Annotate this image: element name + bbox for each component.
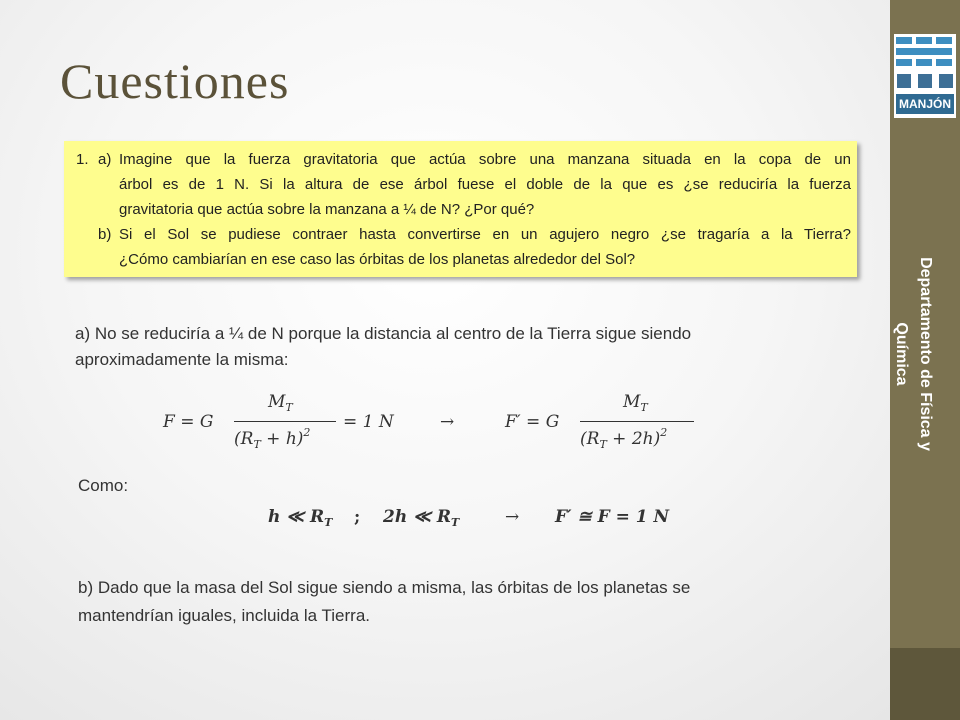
equation-1-numerator: $M_T$	[268, 392, 293, 414]
question-a-line: árbol es de 1 N. Si la altura de ese árbol fuese el doble de la que es ¿se reduciría la fuerza	[119, 176, 851, 193]
logo-square	[918, 74, 932, 88]
equation-2-lhs: F′ = G	[505, 412, 560, 432]
logo-bar	[896, 59, 912, 66]
separator: ;	[354, 507, 361, 527]
equation-2-denominator: $(R_T + 2h)^2$	[580, 426, 668, 451]
result: F′ ≅ F = 1 N	[555, 507, 670, 527]
question-a-line: gravitatoria que actúa sobre la manzana a ¼ de N? ¿Por qué?	[119, 201, 535, 218]
logo-bar	[936, 59, 952, 66]
question-a-line: Imagine que la fuerza gravitatoria que actúa sobre una manzana situada en la copa de un	[119, 151, 851, 168]
slide-title: Cuestiones	[60, 53, 290, 109]
sidebar-footer-band	[890, 648, 960, 720]
logo-square	[939, 74, 953, 88]
manjon-logo	[894, 34, 956, 118]
question-b-line: ¿Cómo cambiarían en ese caso las órbitas de los planetas alrededor del Sol?	[119, 251, 636, 268]
answer-b-line: mantendrían iguales, incluida la Tierra.	[78, 606, 370, 625]
como-label: Como:	[78, 476, 129, 495]
question-b-line: Si el Sol se pudiese contraer hasta convertirse en un agujero negro ¿se tragaría a la Tierra?	[119, 226, 851, 243]
logo-text: MANJÓN	[896, 94, 954, 114]
question-number: 1.	[76, 151, 89, 168]
equation-2-fraction-bar	[580, 421, 694, 422]
answer-a-line: aproximadamente la misma:	[75, 350, 289, 369]
logo-bar	[896, 48, 952, 55]
equation-1-rhs: = 1 N	[343, 412, 394, 432]
implies-arrow: →	[505, 507, 520, 527]
logo-bar	[896, 37, 912, 44]
equation-1-fraction-bar	[234, 421, 336, 422]
logo-bar	[916, 37, 932, 44]
question-b-label: b)	[98, 226, 112, 243]
equation-1-lhs: F = G	[163, 412, 214, 432]
equation-2-numerator: $M_T$	[623, 392, 648, 414]
logo-square	[897, 74, 911, 88]
logo-bar	[936, 37, 952, 44]
answer-a-line: a) No se reduciría a ¼ de N porque la distancia al centro de la Tierra sigue siendo	[75, 324, 692, 343]
answer-b-line: b) Dado que la masa del Sol sigue siendo a misma, las órbitas de los planetas se	[78, 578, 691, 597]
question-a-label: a)	[98, 151, 112, 168]
equation-1-denominator: $(R_T + h)^2$	[234, 426, 311, 451]
implies-arrow: →	[440, 412, 455, 432]
logo-bar	[916, 59, 932, 66]
condition-2: 2h ≪ $R_T$	[383, 507, 460, 529]
condition-1: h ≪ $R_T$	[268, 507, 333, 529]
department-label: Departamento de Física y Química	[893, 257, 934, 451]
question-box	[64, 141, 857, 277]
